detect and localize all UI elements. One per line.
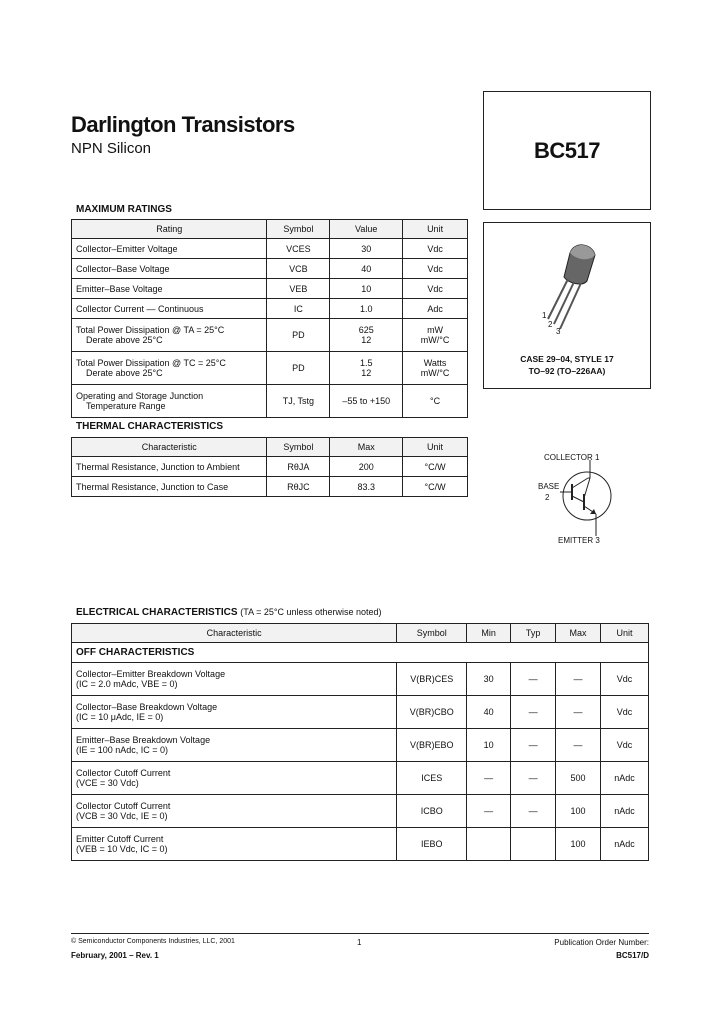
col-header-symbol: Symbol [397, 624, 467, 643]
symbol-cell: RθJC [267, 477, 330, 497]
characteristic-name: Collector–Base Breakdown Voltage [76, 702, 218, 712]
table-row [72, 696, 649, 729]
symbol-cell: PD [267, 319, 330, 352]
value-line: 1.5 [359, 358, 373, 368]
value-line: 12 [361, 335, 372, 345]
rating-cell [72, 385, 267, 418]
symbol-cell: IC [267, 299, 330, 319]
unit-cell: °C/W [403, 477, 468, 497]
document-subtitle: NPN Silicon [71, 140, 152, 157]
max-cell: 100 [556, 828, 601, 861]
characteristic-name: Emitter Cutoff Current [76, 834, 164, 844]
document-title: Darlington Transistors [71, 112, 295, 137]
col-header-characteristic: Characteristic [72, 624, 397, 643]
col-header-min: Min [467, 624, 511, 643]
footer-page-number: 1 [357, 938, 362, 947]
typ-cell: — [511, 762, 556, 795]
part-number-box [483, 91, 651, 210]
symbol-cell: IEBO [397, 828, 467, 861]
max-ratings-table [71, 219, 468, 418]
symbol-cell: PD [267, 352, 330, 385]
rating-cell: Collector–Emitter Voltage [72, 239, 267, 259]
unit-cell: nAdc [601, 795, 649, 828]
rating-line: Total Power Dissipation @ TA = 25°C [76, 325, 225, 335]
characteristic-cell [72, 663, 397, 696]
symbol-cell: TJ, Tstg [267, 385, 330, 418]
max-cell: 83.3 [330, 477, 403, 497]
table-row [72, 385, 468, 418]
max-cell: — [556, 663, 601, 696]
max-ratings-title: MAXIMUM RATINGS [76, 204, 172, 215]
typ-cell: — [511, 729, 556, 762]
symbol-cell: ICES [397, 762, 467, 795]
characteristic-cell [72, 762, 397, 795]
footer-divider [71, 933, 649, 934]
col-header-max: Max [556, 624, 601, 643]
unit-cell [403, 319, 468, 352]
thermal-title: THERMAL CHARACTERISTICS [76, 421, 224, 432]
unit-cell [403, 352, 468, 385]
max-cell: 100 [556, 795, 601, 828]
col-header-symbol: Symbol [267, 220, 330, 239]
rating-cell: Emitter–Base Voltage [72, 279, 267, 299]
characteristic-cell: Thermal Resistance, Junction to Ambient [72, 457, 267, 477]
to92-package-icon [484, 223, 650, 353]
footer-pub-number: BC517/D [616, 951, 649, 960]
rating-cell: Collector–Base Voltage [72, 259, 267, 279]
characteristic-name: Collector–Emitter Breakdown Voltage [76, 669, 226, 679]
unit-cell: Vdc [403, 279, 468, 299]
table-row [72, 319, 468, 352]
pin-1-label: 1 [542, 311, 547, 320]
table-row [72, 279, 468, 299]
characteristic-cell [72, 828, 397, 861]
value-cell: 40 [330, 259, 403, 279]
pin-2-label: 2 [548, 320, 553, 329]
table-row [72, 795, 649, 828]
col-header-unit: Unit [403, 220, 468, 239]
value-cell: –55 to +150 [330, 385, 403, 418]
schematic-emitter-label: EMITTER 3 [558, 536, 600, 545]
value-cell: 30 [330, 239, 403, 259]
col-header-typ: Typ [511, 624, 556, 643]
min-cell: — [467, 795, 511, 828]
table-row [72, 457, 468, 477]
table-row [72, 663, 649, 696]
value-line: 12 [361, 368, 372, 378]
unit-cell: Vdc [601, 663, 649, 696]
unit-line: mW [427, 325, 444, 335]
characteristic-cell: Thermal Resistance, Junction to Case [72, 477, 267, 497]
table-row [72, 828, 649, 861]
darlington-schematic-icon [550, 460, 620, 536]
value-cell [330, 352, 403, 385]
characteristic-cell [72, 795, 397, 828]
unit-line: Watts [423, 358, 447, 368]
symbol-cell: VEB [267, 279, 330, 299]
characteristic-cell [72, 729, 397, 762]
table-row [72, 477, 468, 497]
typ-cell: — [511, 663, 556, 696]
symbol-cell: RθJA [267, 457, 330, 477]
characteristic-condition: (VEB = 10 Vdc, IC = 0) [76, 844, 168, 854]
package-type: TO–92 (TO–226AA) [528, 366, 606, 376]
thermal-table [71, 437, 468, 497]
rating-cell [72, 319, 267, 352]
rating-line: Derate above 25°C [86, 335, 163, 345]
characteristic-name: Collector Cutoff Current [76, 801, 171, 811]
footer-copyright: © Semiconductor Components Industries, LLC, 2001 [71, 938, 235, 945]
col-header-value: Value [330, 220, 403, 239]
col-header-rating: Rating [72, 220, 267, 239]
min-cell: 10 [467, 729, 511, 762]
table-row [72, 239, 468, 259]
unit-cell: Adc [403, 299, 468, 319]
min-cell: 40 [467, 696, 511, 729]
characteristic-condition: (VCE = 30 Vdc) [76, 778, 139, 788]
symbol-cell: VCES [267, 239, 330, 259]
symbol-cell: V(BR)EBO [397, 729, 467, 762]
section-row [72, 643, 649, 663]
characteristic-condition: (IC = 2.0 mAdc, VBE = 0) [76, 679, 178, 689]
unit-cell: Vdc [601, 729, 649, 762]
electrical-condition: (TA = 25°C unless otherwise noted) [240, 607, 382, 617]
schematic-collector-label: COLLECTOR 1 [544, 453, 600, 462]
electrical-table [71, 623, 649, 861]
col-header-max: Max [330, 438, 403, 457]
rating-cell [72, 352, 267, 385]
rating-line: Derate above 25°C [86, 368, 163, 378]
unit-cell: Vdc [601, 696, 649, 729]
characteristic-cell [72, 696, 397, 729]
pin-3-label: 3 [556, 327, 561, 336]
min-cell: — [467, 762, 511, 795]
part-number: BC517 [534, 138, 600, 163]
rating-cell: Collector Current — Continuous [72, 299, 267, 319]
max-cell: — [556, 696, 601, 729]
value-cell: 1.0 [330, 299, 403, 319]
symbol-cell: ICBO [397, 795, 467, 828]
off-characteristics-label: OFF CHARACTERISTICS [72, 643, 649, 663]
min-cell [467, 828, 511, 861]
unit-line: mW/°C [420, 368, 450, 378]
footer-pub-label: Publication Order Number: [554, 938, 649, 947]
table-row [72, 299, 468, 319]
value-cell [330, 319, 403, 352]
rating-line: Temperature Range [86, 401, 166, 411]
value-line: 625 [358, 325, 374, 335]
characteristic-name: Emitter–Base Breakdown Voltage [76, 735, 211, 745]
col-header-characteristic: Characteristic [72, 438, 267, 457]
symbol-cell: V(BR)CES [397, 663, 467, 696]
unit-cell: °C [403, 385, 468, 418]
col-header-unit: Unit [601, 624, 649, 643]
unit-cell: °C/W [403, 457, 468, 477]
footer-date: February, 2001 – Rev. 1 [71, 951, 159, 960]
schematic-base-label: BASE [538, 482, 560, 491]
symbol-cell: VCB [267, 259, 330, 279]
unit-cell: nAdc [601, 828, 649, 861]
characteristic-condition: (IE = 100 nAdc, IC = 0) [76, 745, 169, 755]
schematic-base-pin: 2 [545, 493, 550, 502]
value-cell: 10 [330, 279, 403, 299]
typ-cell: — [511, 795, 556, 828]
package-box [483, 222, 651, 389]
min-cell: 30 [467, 663, 511, 696]
characteristic-name: Collector Cutoff Current [76, 768, 171, 778]
table-row [72, 762, 649, 795]
col-header-unit: Unit [403, 438, 468, 457]
rating-line: Operating and Storage Junction [76, 391, 204, 401]
unit-line: mW/°C [420, 335, 450, 345]
typ-cell [511, 828, 556, 861]
unit-cell: Vdc [403, 259, 468, 279]
characteristic-condition: (IC = 10 μAdc, IE = 0) [76, 712, 164, 722]
symbol-cell: V(BR)CBO [397, 696, 467, 729]
max-cell: 500 [556, 762, 601, 795]
package-case: CASE 29–04, STYLE 17 [520, 354, 614, 364]
table-row [72, 729, 649, 762]
rating-line: Total Power Dissipation @ TC = 25°C [76, 358, 226, 368]
max-cell: 200 [330, 457, 403, 477]
electrical-title: ELECTRICAL CHARACTERISTICS [76, 607, 238, 618]
max-cell: — [556, 729, 601, 762]
col-header-symbol: Symbol [267, 438, 330, 457]
unit-cell: nAdc [601, 762, 649, 795]
characteristic-condition: (VCB = 30 Vdc, IE = 0) [76, 811, 168, 821]
electrical-heading [76, 607, 382, 618]
unit-cell: Vdc [403, 239, 468, 259]
table-row [72, 259, 468, 279]
table-row [72, 352, 468, 385]
typ-cell: — [511, 696, 556, 729]
